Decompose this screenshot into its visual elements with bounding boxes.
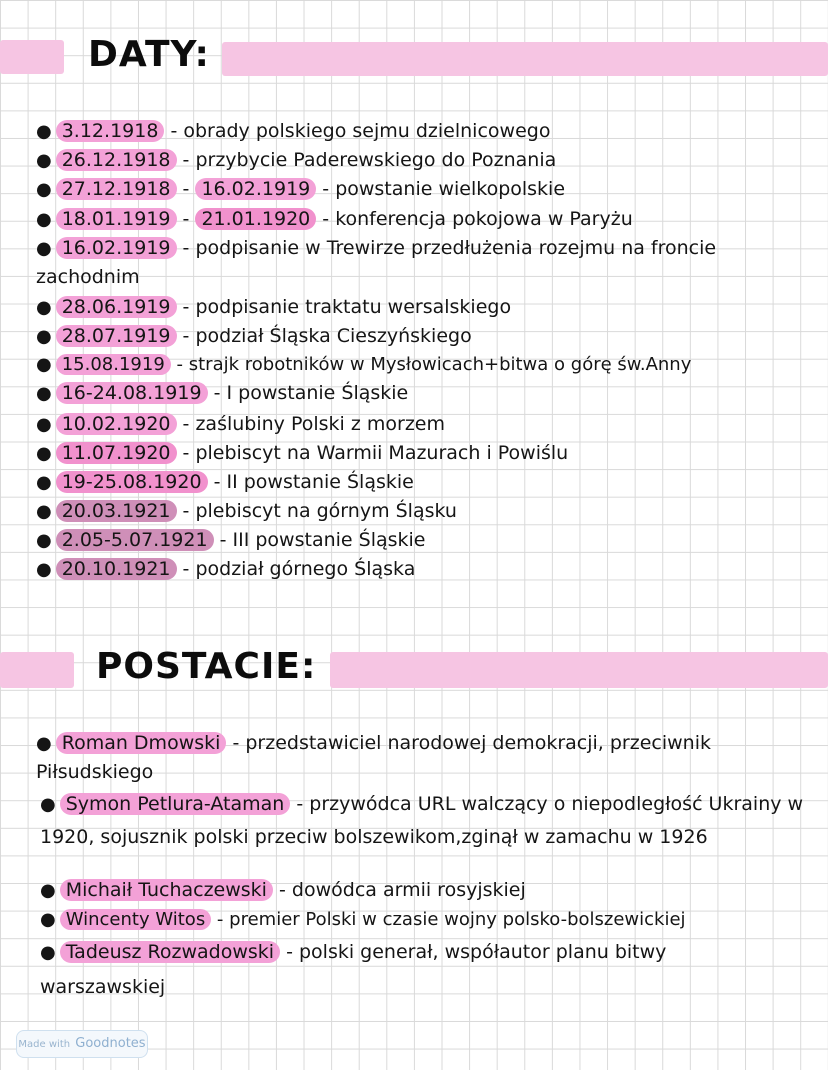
date-highlight: 16-24.08.1919: [56, 382, 208, 404]
event-text: III powstanie Śląskie: [232, 529, 426, 551]
separator: -: [226, 732, 246, 754]
bullet-icon: ●: [40, 880, 56, 901]
list-item: [36, 205, 822, 234]
list-item: [36, 497, 822, 526]
bullet-icon: ●: [36, 414, 52, 435]
separator: -: [176, 237, 196, 259]
separator: -: [290, 793, 310, 815]
date-highlight: 2.05-5.07.1921: [56, 529, 214, 551]
event-text: zaślubiny Polski z morzem: [195, 413, 445, 435]
date-highlight: 11.07.1920: [56, 442, 177, 464]
list-item: [40, 935, 768, 1004]
date-highlight: 20.10.1921: [56, 558, 177, 580]
separator: -: [170, 354, 189, 375]
bullet-icon: ●: [36, 383, 52, 404]
bullet-icon: ●: [36, 443, 52, 464]
date-highlight-end: 21.01.1920: [195, 208, 316, 230]
separator: -: [207, 471, 227, 493]
bullet-icon: ●: [40, 794, 56, 815]
list-item: [36, 293, 822, 322]
people-heading-band-left: [0, 652, 74, 688]
separator: -: [213, 529, 233, 551]
separator: -: [176, 208, 196, 230]
date-highlight: 26.12.1918: [56, 149, 177, 171]
separator: -: [207, 382, 227, 404]
event-text: obrady polskiego sejmu dzielnicowego: [183, 120, 551, 142]
separator: -: [280, 941, 299, 963]
name-highlight: Michaił Tuchaczewski: [60, 879, 273, 901]
list-item: [36, 117, 822, 146]
name-highlight: Wincenty Witos: [60, 909, 211, 930]
person-text: przedstawiciel narodowej demokracji, przeciwnik Piłsudskiego: [36, 732, 711, 783]
separator: -: [316, 178, 336, 200]
event-text: przybycie Paderewskiego do Poznania: [195, 149, 557, 171]
bullet-icon: ●: [36, 179, 52, 200]
bullet-icon: ●: [36, 209, 52, 230]
date-highlight: 10.02.1920: [56, 413, 177, 435]
event-text: powstanie wielkopolskie: [335, 178, 566, 200]
dates-heading: DATY:: [88, 34, 210, 75]
event-text: plebiscyt na Warmii Mazurach i Powiślu: [195, 442, 569, 464]
list-item: [36, 439, 822, 468]
separator: -: [164, 120, 184, 142]
bullet-icon: ●: [36, 733, 52, 754]
separator: -: [176, 149, 196, 171]
bullet-icon: ●: [36, 559, 52, 580]
person-text: dowódca armii rosyjskiej: [291, 879, 526, 901]
person-text: premier Polski w czasie wojny polsko-bolszewickiej: [229, 909, 686, 930]
list-item: [36, 379, 822, 408]
list-item: [40, 906, 822, 934]
bullet-icon: ●: [36, 530, 52, 551]
event-text: II powstanie Śląskie: [226, 471, 414, 493]
separator: -: [176, 296, 196, 318]
event-text: podpisanie traktatu wersalskiego: [195, 296, 512, 318]
bullet-icon: ●: [36, 326, 52, 347]
list-item: [36, 526, 822, 555]
date-highlight: 16.02.1919: [56, 237, 177, 259]
date-highlight: 27.12.1918: [56, 178, 177, 200]
date-highlight-end: 16.02.1919: [195, 178, 316, 200]
event-text: podpisanie w Trewirze przedłużenia rozejmu na froncie zachodnim: [36, 237, 717, 288]
date-highlight: 3.12.1918: [56, 120, 165, 142]
date-highlight: 28.06.1919: [56, 296, 177, 318]
list-item: [36, 555, 822, 584]
name-highlight: Roman Dmowski: [56, 732, 227, 754]
name-highlight: Symon Petlura-Ataman: [60, 793, 291, 815]
bullet-icon: ●: [36, 297, 52, 318]
separator: -: [176, 558, 196, 580]
list-item: [36, 146, 822, 175]
event-text: podział górnego Śląska: [195, 558, 416, 580]
bullet-icon: ●: [36, 472, 52, 493]
list-item: [36, 410, 822, 439]
separator: -: [176, 325, 196, 347]
separator: -: [316, 208, 336, 230]
date-highlight: 18.01.1919: [56, 208, 177, 230]
event-text: I powstanie Śląskie: [226, 382, 409, 404]
person-text: przywódca URL walczący o niepodległość Ukrainy w 1920, sojusznik polski przeciw bolszewikom,zginął w zamachu w 1926: [40, 793, 804, 848]
bullet-icon: ●: [40, 942, 56, 963]
date-highlight: 28.07.1919: [56, 325, 177, 347]
dates-heading-band-right: [222, 42, 828, 76]
separator: -: [176, 442, 196, 464]
people-heading: POSTACIE:: [96, 646, 317, 687]
bullet-icon: ●: [36, 121, 52, 142]
made-with-label: Made with: [18, 1039, 71, 1050]
person-text: polski generał, współautor planu bitwy warszawskiej: [40, 941, 667, 998]
bullet-icon: ●: [40, 909, 56, 930]
dates-heading-band-left: [0, 40, 64, 74]
bullet-icon: ●: [36, 354, 52, 375]
separator: -: [176, 178, 196, 200]
date-highlight: 20.03.1921: [56, 500, 177, 522]
list-item: [36, 322, 822, 351]
list-item: [36, 234, 822, 292]
date-highlight: 15.08.1919: [56, 354, 171, 375]
event-text: strajk robotników w Mysłowicach+bitwa o górę św.Anny: [188, 354, 692, 375]
separator: -: [176, 413, 196, 435]
list-item: [36, 468, 822, 497]
bullet-icon: ●: [36, 150, 52, 171]
bullet-icon: ●: [36, 238, 52, 259]
separator: -: [272, 879, 292, 901]
list-item: [40, 876, 822, 905]
separator: -: [211, 909, 230, 930]
bullet-icon: ●: [36, 501, 52, 522]
name-highlight: Tadeusz Rozwadowski: [60, 941, 280, 963]
goodnotes-badge: [16, 1030, 148, 1058]
separator: -: [176, 500, 196, 522]
people-heading-band-right: [330, 652, 828, 688]
list-item: [36, 175, 822, 204]
event-text: plebiscyt na górnym Śląsku: [195, 500, 457, 522]
list-item: [40, 788, 824, 853]
event-text: konferencja pokojowa w Paryżu: [335, 208, 633, 230]
event-text: podział Śląska Cieszyńskiego: [195, 325, 472, 347]
date-highlight: 19-25.08.1920: [56, 471, 208, 493]
list-item: [36, 729, 788, 787]
list-item: [36, 351, 822, 379]
brand-label: Goodnotes: [75, 1036, 146, 1051]
